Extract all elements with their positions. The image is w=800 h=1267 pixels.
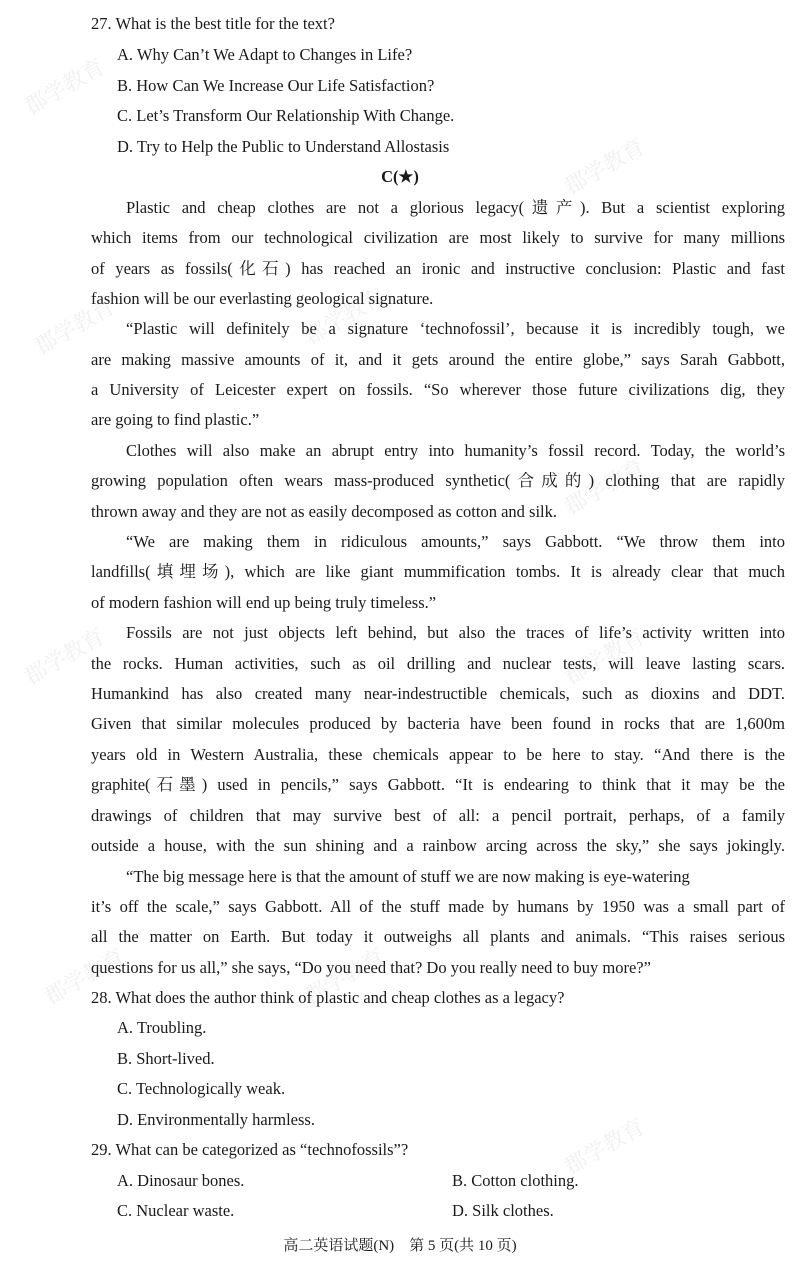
passage-line: Given that similar molecules produced by bacteria have been found in rocks that are 1,600m (91, 714, 785, 733)
watermark: 郡学教育 (20, 54, 110, 121)
passage-line: which items from our technological civilization are most likely to survive for many millions (91, 228, 785, 247)
question-29-stem: 29. What can be categorized as “technofossils”? (91, 1140, 409, 1159)
question-27-option-a: A. Why Can’t We Adapt to Changes in Life? (117, 45, 413, 64)
question-28-stem: 28. What does the author think of plastic and cheap clothes as a legacy? (91, 988, 565, 1007)
question-29-option-c: C. Nuclear waste. (117, 1201, 235, 1220)
watermark: 郡学教育 (40, 944, 130, 1011)
watermark: 郡学教育 (560, 624, 650, 691)
passage-line: are making massive amounts of it, and it gets around the entire globe,” says Sarah Gabbott, (91, 350, 785, 369)
passage-line: thrown away and they are not as easily decomposed as cotton and silk. (91, 502, 557, 521)
question-27-stem: 27. What is the best title for the text? (91, 14, 335, 33)
question-29-option-a: A. Dinosaur bones. (117, 1171, 245, 1190)
passage-line: the rocks. Human activities, such as oil drilling and nuclear tests, will leave lasting scars. (91, 654, 785, 673)
watermark: 郡学教育 (300, 284, 390, 351)
passage-line: landfills(填埋场), which are like giant mummification tombs. It is already clear that much (91, 562, 785, 581)
passage-line: “Plastic will definitely be a signature ‘technofossil’, because it is incredibly tough, we (126, 319, 785, 338)
section-c-title: C(★) (381, 167, 419, 186)
watermark: 郡学教育 (560, 134, 650, 201)
question-27-option-b: B. How Can We Increase Our Life Satisfaction? (117, 76, 435, 95)
passage-line: Plastic and cheap clothes are not a glorious legacy(遗产). But a scientist exploring (126, 198, 785, 217)
question-28-option-d: D. Environmentally harmless. (117, 1110, 315, 1129)
question-29-option-d: D. Silk clothes. (452, 1201, 554, 1220)
passage-line: growing population often wears mass-produced synthetic(合成的) clothing that are rapidly (91, 471, 785, 490)
watermark: 郡学教育 (560, 454, 650, 521)
passage-line: a University of Leicester expert on fossils. “So wherever those future civilizations dig, they (91, 380, 785, 399)
watermark: 郡学教育 (20, 624, 110, 691)
passage-line: “We are making them in ridiculous amounts,” says Gabbott. “We throw them into (126, 532, 785, 551)
passage-line: of years as fossils(化石) has reached an ironic and instructive conclusion: Plastic and fast (91, 259, 785, 278)
passage-line: of modern fashion will end up being truly timeless.” (91, 593, 437, 612)
passage-line: it’s off the scale,” says Gabbott. All of the stuff made by humans by 1950 was a small part of (91, 897, 785, 916)
question-28-option-b: B. Short-lived. (117, 1049, 215, 1068)
question-27-option-d: D. Try to Help the Public to Understand Allostasis (117, 137, 450, 156)
passage-line: Fossils are not just objects left behind, but also the traces of life’s activity written into (126, 623, 785, 642)
passage-line: all the matter on Earth. But today it outweighs all plants and animals. “This raises serious (91, 927, 785, 946)
passage-line: Humankind has also created many near-indestructible chemicals, such as dioxins and DDT. (91, 684, 785, 703)
passage-line: questions for us all,” she says, “Do you need that? Do you really need to buy more?” (91, 958, 651, 977)
question-28-option-a: A. Troubling. (117, 1018, 207, 1037)
passage-line: “The big message here is that the amount of stuff we are now making is eye-watering (126, 867, 690, 886)
question-29-option-b: B. Cotton clothing. (452, 1171, 579, 1190)
passage-line: are going to find plastic.” (91, 410, 260, 429)
passage-line: Clothes will also make an abrupt entry into humanity’s fossil record. Today, the world’s (126, 441, 785, 460)
watermark: 郡学教育 (30, 294, 120, 361)
question-28-option-c: C. Technologically weak. (117, 1079, 286, 1098)
passage-line: fashion will be our everlasting geological signature. (91, 289, 434, 308)
watermark: 郡学教育 (560, 1114, 650, 1181)
question-27-option-c: C. Let’s Transform Our Relationship With Change. (117, 106, 455, 125)
passage-line: drawings of children that may survive best of all: a pencil portrait, perhaps, of a family (91, 806, 785, 825)
passage-line: outside a house, with the sun shining and a rainbow arcing across the sky,” she says jokingly. (91, 836, 785, 855)
page-footer: 高二英语试题(N) 第 5 页(共 10 页) (283, 1238, 517, 1254)
watermark: 郡学教育 (300, 944, 390, 1011)
passage-line: graphite(石墨) used in pencils,” says Gabbott. “It is endearing to think that it may be the (91, 775, 785, 794)
passage-line: years old in Western Australia, these chemicals appear to be here to stay. “And there is the (91, 745, 785, 764)
